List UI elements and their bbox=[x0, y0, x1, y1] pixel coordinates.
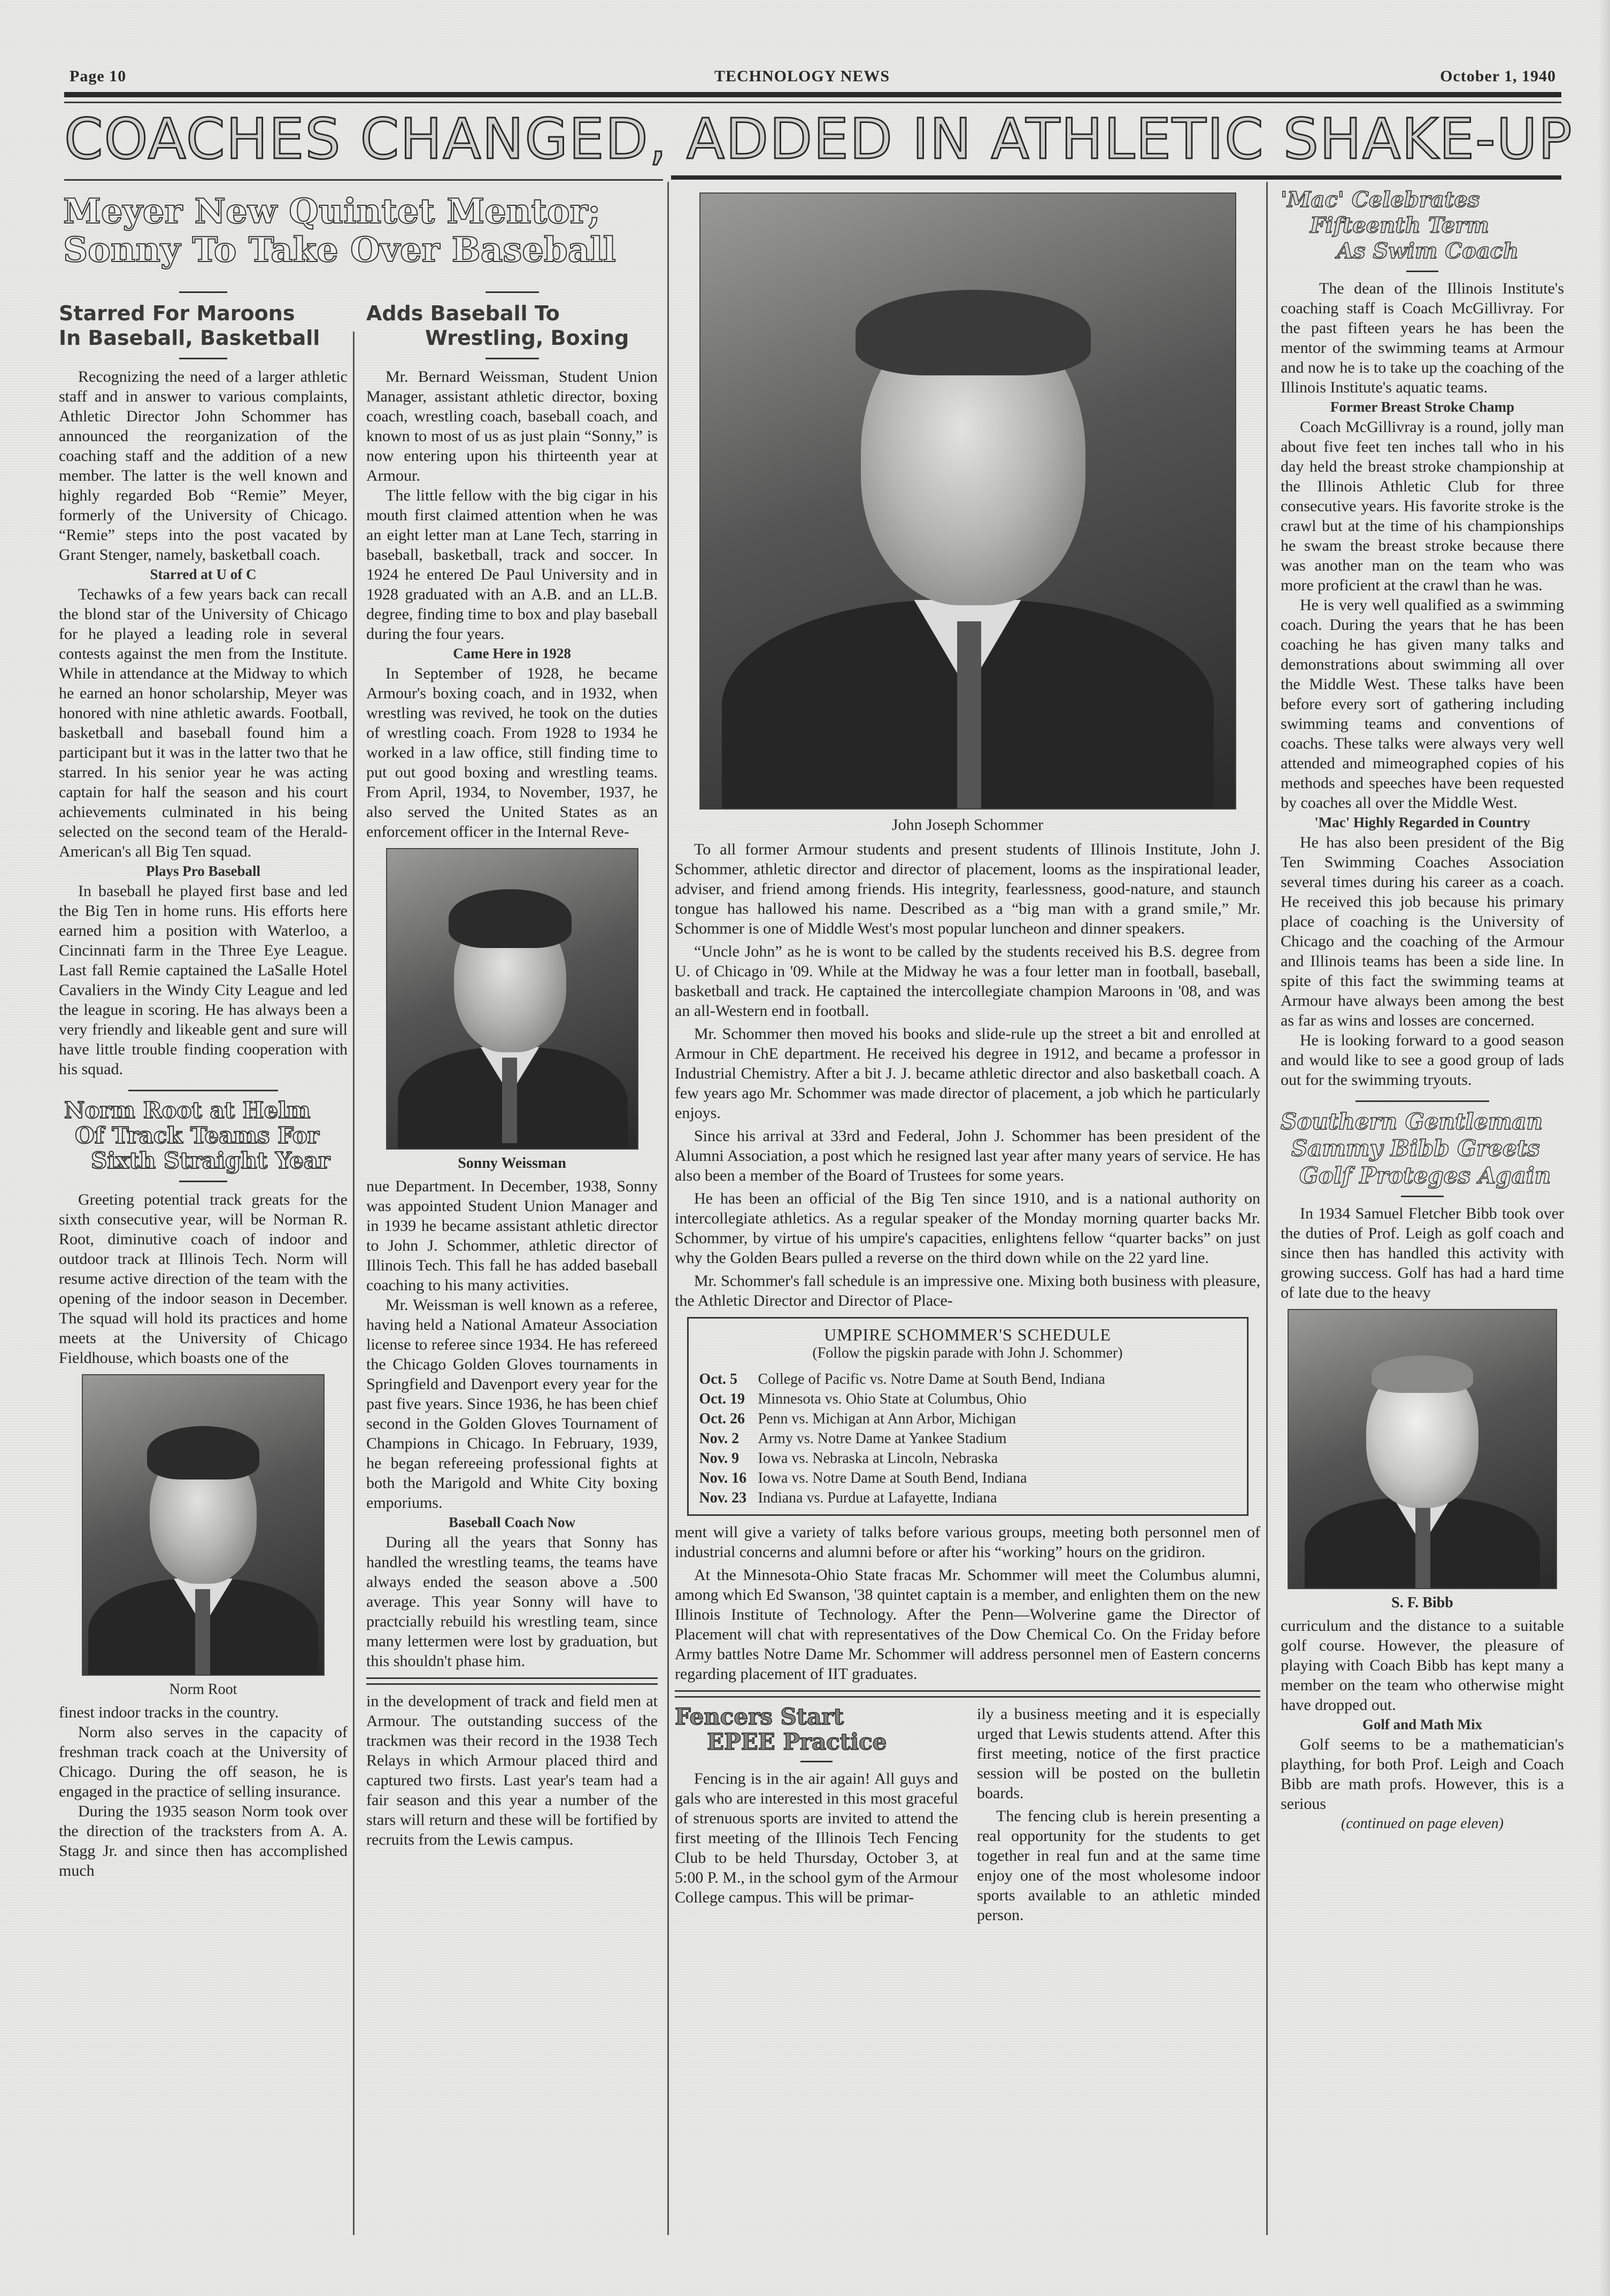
paragraph: Mr. Bernard Weissman, Student Union Manager, assistant athletic director, boxing coach, wrestling coach, baseball coach, and known to most of us as just plain “Sonny,” is now entering upon his thirteenth year at Armour. bbox=[366, 368, 658, 485]
right-column bbox=[1281, 187, 1564, 1833]
norm-root-photo bbox=[82, 1374, 325, 1676]
paragraph: The fencing club is herein presenting a real opportunity for the students to get together in real fun and at the same time enjoy one of the most wholesome indoor sports available to an athletic minded person. bbox=[977, 1807, 1260, 1924]
issue-date: October 1, 1940 bbox=[1440, 67, 1556, 85]
bibb-article-body bbox=[1281, 1204, 1564, 1303]
schedule-date: Nov. 23 bbox=[699, 1490, 747, 1506]
paragraph: in the development of track and field men at Armour. The outstanding success of the trackmen was their record in the 1938 Tech Relays in which Armour placed third and captured two firsts. Last year's team had a fair season and this year a number of the stars will return and these will be fortified by recruits from the Lewis campus. bbox=[366, 1692, 658, 1849]
umpire-schedule-box bbox=[687, 1317, 1249, 1516]
fencing-body-col2 bbox=[977, 1704, 1260, 1925]
paragraph: Recognizing the need of a larger athletic staff and in answer to various complaints, Athletic Director John Schommer has announced the reorganization of the coaching staff and the addition of a new member. The latter is the well known and highly regarded Bob “Remie” Meyer, formerly of the University of Chicago. “Remie” steps into the post vacated by Grant Stenger, namely, basketball coach. bbox=[59, 368, 348, 564]
paragraph: ment will give a variety of talks before various groups, meeting both personnel men of industrial concerns and alumni before or after his “working” hours on the gridiron. bbox=[675, 1523, 1260, 1561]
fencing-col1 bbox=[675, 1704, 958, 1925]
schedule-row bbox=[699, 1468, 1236, 1488]
divider bbox=[179, 1181, 227, 1182]
schommer-article-body bbox=[675, 839, 1260, 1311]
paragraph: Mr. Schommer then moved his books and slide-rule up the street a bit and enrolled at Armour in ChE department. He received his degree in 1912, and became a professor in Industrial Chemistry. After a bit J. J. became athletic director and also basketball coach. A few years ago Mr. Schommer was made director of placement, a job which he particularly enjoys. bbox=[675, 1025, 1260, 1122]
headline-line: Sammy Bibb Greets bbox=[1291, 1135, 1540, 1162]
paragraph: Mr. Weissman is well known as a referee, having held a National Amateur Association license to referee since 1934. He has refereed the Chicago Golden Gloves tournaments in Springfield and Davenport every year for the past five years. Since 1936, he has been chief second in the Golden Gloves Tournament of Champions in Chicago. In February, 1939, he began refereeing professional fights at both the Marigold and White City boxing emporiums. bbox=[366, 1296, 658, 1512]
photo-caption: Norm Root bbox=[169, 1681, 237, 1698]
deck-line: Adds Baseball To bbox=[366, 302, 560, 325]
deck-line: Starred For Maroons bbox=[59, 302, 295, 325]
bibb-continued bbox=[1281, 1616, 1564, 1833]
divider bbox=[1401, 1196, 1444, 1197]
schedule-date: Nov. 16 bbox=[699, 1470, 747, 1486]
subhead: Golf and Math Mix bbox=[1362, 1716, 1483, 1733]
paragraph: In September of 1928, he became Armour's boxing coach, and in 1932, when wrestling was revived, he took on the duties of wrestling coach. From 1928 to 1934 he worked in a law office, still finding time to put out good boxing and wrestling teams. From April, 1934, to November, 1937, he also served the United States as an enforcement officer in the Internal Reve- bbox=[366, 665, 658, 841]
schedule-row bbox=[699, 1488, 1236, 1508]
divider bbox=[179, 358, 227, 359]
column-rule-1 bbox=[353, 332, 355, 2235]
sonny-continued bbox=[366, 1176, 658, 1671]
page-number: Page 10 bbox=[70, 67, 127, 85]
schedule-game: Minnesota vs. Ohio State at Columbus, Ohio bbox=[758, 1391, 1027, 1407]
paragraph: He is looking forward to a good season and would like to see a good group of lads out for the swimming tryouts. bbox=[1281, 1031, 1564, 1089]
photo-caption: Sonny Weissman bbox=[458, 1155, 566, 1172]
schedule-row bbox=[699, 1369, 1236, 1389]
john-schommer-photo bbox=[699, 192, 1236, 810]
headline-line: Of Track Teams For bbox=[75, 1122, 319, 1149]
paragraph: ily a business meeting and it is especially urged that Lewis students attend. After this first meeting, notice of the first practice session will be posted on the bulletin boards. bbox=[977, 1705, 1260, 1802]
headline-line: Southern Gentleman bbox=[1281, 1108, 1543, 1135]
masthead-rule bbox=[64, 92, 1561, 97]
sf-bibb-photo bbox=[1288, 1309, 1557, 1589]
paragraph: Greeting potential track greats for the sixth consecutive year, will be Norman R. Root, diminutive coach of indoor and outdoor track at Illinois Tech. Norm will resume active direction of the team with the opening of the indoor season in December. The squad will hold its practices and home meets at the University of Chicago Fieldhouse, which boasts one of the bbox=[59, 1191, 348, 1367]
banner-headline: COACHES CHANGED, ADDED IN ATHLETIC SHAKE-UP bbox=[64, 106, 1573, 172]
column-2 bbox=[366, 291, 658, 1850]
headline-line: Fencers Start bbox=[675, 1704, 844, 1730]
headline-line: Meyer New Quintet Mentor; bbox=[63, 191, 600, 232]
root-continued bbox=[59, 1702, 348, 1881]
schedule-game: Iowa vs. Nebraska at Lincoln, Nebraska bbox=[758, 1450, 998, 1467]
subhead: Plays Pro Baseball bbox=[145, 863, 260, 880]
paragraph: He has been an official of the Big Ten since 1910, and is a national authority on intercollegiate athletics. As a regular speaker of the Monday morning quarter backs Mr. Schommer, by virtue of his umpire's capacities, enlightens fellow “quarter backs” on just why the Golden Bears pulled a reverse on the third down while on the 22 yard line. bbox=[675, 1190, 1260, 1267]
paragraph: During the 1935 season Norm took over the direction of the tracksters from A. A. Stagg Jr. and since then has accomplished much bbox=[59, 1802, 348, 1880]
paragraph: Norm also serves in the capacity of freshman track coach at the University of Chicago. During the off season, he is engaged in the practice of selling insurance. bbox=[59, 1723, 348, 1801]
schedule-game: Iowa vs. Notre Dame at South Bend, Indiana bbox=[758, 1470, 1027, 1486]
sonny-weissman-photo bbox=[386, 848, 638, 1150]
paragraph: To all former Armour students and present students of Illinois Institute, John J. Schommer, athletic director and director of placement, looms as the inspirational leader, adviser, and friend among friends. His integrity, fearlessness, good-nature, and staunch tongue has hallowed his name. Described as a “big man with a grand smile,” Mr. Schommer is one of Middle West's most popular luncheon and dinner speakers. bbox=[675, 841, 1260, 937]
paragraph: The little fellow with the big cigar in his mouth first claimed attention when he was an eight letter man at Lane Tech, starring in baseball, basketball, track and soccer. In 1924 he entered De Paul University and in 1928 graduated with an A.B. and an LL.B. degree, finding time to box and play baseball during the four years. bbox=[366, 487, 658, 643]
schedule-date: Oct. 26 bbox=[699, 1411, 745, 1427]
schedule-game: College of Pacific vs. Notre Dame at South Bend, Indiana bbox=[758, 1371, 1105, 1388]
root-article-body bbox=[59, 1190, 348, 1368]
divider bbox=[486, 291, 539, 293]
headline-line: EPEE Practice bbox=[707, 1729, 887, 1755]
paragraph: curriculum and the distance to a suitable golf course. However, the pleasure of playing with Coach Bibb has kept many a member on the team who otherwise might have dropped out. bbox=[1281, 1617, 1564, 1714]
divider bbox=[179, 291, 227, 293]
headline-line: As Swim Coach bbox=[1337, 238, 1519, 264]
paragraph: He is very well qualified as a swimming coach. During the years that he has been coaching he has given many talks and demonstrations about swimming all over the Middle West. These talks have been before every sort of gathering including swimming teams and conventions of coachs. These talks were always very well attended and mimeographed copies of his methods and speeches have been requested by coaches all over the Middle West. bbox=[1281, 596, 1564, 812]
paragraph: In baseball he played first base and led the Big Ten in home runs. His efforts here earned him a position with Waterloo, a Cincinnati farm in the Three Eye League. Last fall Remie captained the LaSalle Hotel Cavaliers in the Windy City League and led the league in scoring. He has always been a very friendly and likeable gent and sure will have little trouble finding cooperation with his squad. bbox=[59, 882, 348, 1078]
schedule-date: Oct. 5 bbox=[699, 1371, 738, 1388]
continued-notice: (continued on page eleven) bbox=[1341, 1815, 1504, 1832]
schommer-continued bbox=[675, 1522, 1260, 1684]
schedule-row bbox=[699, 1449, 1236, 1468]
paragraph: Golf seems to be a mathematician's plaything, for both Prof. Leigh and Coach Bibb are math profs. However, this is a serious bbox=[1281, 1736, 1564, 1813]
meyer-story-headline bbox=[63, 192, 657, 269]
headline-line: Norm Root at Helm bbox=[64, 1097, 311, 1124]
fencing-story bbox=[675, 1704, 1260, 1925]
right-section-rule bbox=[671, 175, 1561, 180]
schedule-row bbox=[699, 1409, 1236, 1429]
paragraph: nue Department. In December, 1938, Sonny was appointed Student Union Manager and in 1939 he became assistant athletic director to John J. Schommer, athletic director of Illinois Tech. This fall he has added baseball coaching to his many activities. bbox=[366, 1177, 658, 1295]
schedule-subtitle: (Follow the pigskin parade with John J. Schommer) bbox=[812, 1345, 1123, 1361]
subhead: Baseball Coach Now bbox=[448, 1514, 575, 1531]
paragraph: Coach McGillivray is a round, jolly man about five feet ten inches tall who in his day held the breast stroke championship at the Illinois Athletic Club for three consecutive years. His favorite stroke is the crawl but at the time of his championships he swam the breast stroke because there was another man on the team who was more proficient at the crawl than he was. bbox=[1281, 418, 1564, 594]
paragraph: The dean of the Illinois Institute's coaching staff is Coach McGillivray. For the past fifteen years he has been the mentor of the swimming teams at Armour and now he is to take up the coaching of the Illinois Institute's aquatic teams. bbox=[1281, 280, 1564, 396]
photo-caption: John Joseph Schommer bbox=[891, 816, 1044, 834]
subhead: Former Breast Stroke Champ bbox=[1330, 399, 1515, 415]
headline-line: Golf Proteges Again bbox=[1299, 1162, 1551, 1189]
subhead: 'Mac' Highly Regarded in Country bbox=[1314, 814, 1530, 830]
paragraph: Since his arrival at 33rd and Federal, John J. Schommer has been president of the Alumni Association, a post which he resigned last year after many years of service. He has also been a member of the Board of Trustees for some years. bbox=[675, 1127, 1260, 1184]
deck-line: In Baseball, Basketball bbox=[59, 326, 320, 350]
subhead: Starred at U of C bbox=[150, 566, 257, 583]
meyer-article-body bbox=[59, 367, 348, 1079]
paragraph: “Uncle John” as he is wont to be called by the students received his B.S. degree from U. of Chicago in '09. While at the Midway he was a four letter man in football, baseball, basketball and track. He captained the intercollegiate champion Maroons in '08, and was an all-Western end in football. bbox=[675, 943, 1260, 1020]
headline-line: 'Mac' Celebrates bbox=[1281, 187, 1480, 212]
paragraph: Mr. Schommer's fall schedule is an impressive one. Mixing both business with pleasure, the Athletic Director and Director of Place- bbox=[675, 1272, 1260, 1309]
paragraph: At the Minnesota-Ohio State fracas Mr. Schommer will meet the Columbus alumni, among which Ed Swanson, '38 quintet captain is a member, and enlighten them on the new Illinois Institute of Technology. After the Penn—Wolverine game the Director of Placement will chat with representatives of the Dow Chemical Co. On the Friday before Army battles Notre Dame Mr. Schommer will address personnel men of Eastern concerns regarding placement of IIT graduates. bbox=[675, 1566, 1260, 1683]
paragraph: He has also been president of the Big Ten Swimming Coaches Association several times during his career as a coach. He received this job because his primary place of coaching is the University of Chicago and the coaching of the Armour and Illinois teams has been a side line. In spite of this fact the swimming teams at Armour have always been among the best as far as wins and losses are concerned. bbox=[1281, 834, 1564, 1029]
paragraph: finest indoor tracks in the country. bbox=[59, 1704, 279, 1722]
schedule-date: Nov. 9 bbox=[699, 1450, 739, 1467]
divider bbox=[800, 1761, 833, 1762]
schedule-game: Army vs. Notre Dame at Yankee Stadium bbox=[758, 1430, 1007, 1447]
masthead-rule-thin bbox=[64, 102, 1561, 103]
root-continued-col2 bbox=[366, 1691, 658, 1850]
headline-line: Sonny To Take Over Baseball bbox=[63, 229, 616, 270]
subhead: Came Here in 1928 bbox=[453, 645, 571, 662]
photo-caption: S. F. Bibb bbox=[1391, 1594, 1453, 1612]
paragraph: During all the years that Sonny has handled the wrestling teams, the teams have always ended the season above a .500 average. This year Sonny will have to practcially rebuild his wrestling team, since many lettermen were lost by graduation, but this shouldn't phase him. bbox=[366, 1534, 658, 1670]
column-rule-3 bbox=[1266, 182, 1268, 2235]
paragraph: In 1934 Samuel Fletcher Bibb took over the duties of Prof. Leigh as golf coach and since then has handled this activity with growing success. Golf has had a hard time of late due to the heavy bbox=[1281, 1205, 1564, 1302]
left-section-rule bbox=[64, 179, 663, 181]
divider bbox=[1406, 271, 1438, 272]
paragraph: Fencing is in the air again! All guys and gals who are interested in this most graceful of strenuous sports are invited to attend the first meeting of the Illinois Tech Fencing Club to be held Thursday, October 3, at 5:00 P. M., in the school gym of the Armour College campus. This will be primar- bbox=[675, 1770, 958, 1907]
column-rule-2 bbox=[667, 182, 669, 2235]
headline-line: Sixth Straight Year bbox=[91, 1147, 330, 1174]
divider bbox=[486, 358, 539, 359]
schedule-game: Penn vs. Michigan at Ann Arbor, Michigan bbox=[758, 1411, 1016, 1427]
page-edge bbox=[1598, 0, 1610, 2296]
schedule-game: Indiana vs. Purdue at Lafayette, Indiana bbox=[758, 1490, 997, 1506]
schedule-date: Nov. 2 bbox=[699, 1430, 739, 1447]
fencing-body-col1 bbox=[675, 1769, 958, 1907]
paragraph: Techawks of a few years back can recall the blond star of the University of Chicago for he played a leading role in several contests against the men from the Institute. While in attendance at the Midway to which he earned an honor scholarship, Meyer was honored with nine athletic awards. Football, basketball and baseball found him a participant but it was in the latter two that he starred. In his senior year he was acting captain for half the season and his court achievements culminated in his being selected on the second team of the Herald-American's all Big Ten squad. bbox=[59, 585, 348, 861]
schedule-row bbox=[699, 1429, 1236, 1449]
paper-name: TECHNOLOGY NEWS bbox=[714, 67, 890, 85]
center-column bbox=[675, 192, 1260, 1925]
schedule-rows bbox=[699, 1369, 1236, 1508]
schedule-title: UMPIRE SCHOMMER'S SCHEDULE bbox=[824, 1325, 1111, 1344]
schedule-row bbox=[699, 1389, 1236, 1409]
deck-line: Wrestling, Boxing bbox=[425, 326, 629, 350]
headline-line: Fifteenth Term bbox=[1310, 213, 1489, 238]
schedule-date: Oct. 19 bbox=[699, 1391, 745, 1407]
mac-article-body bbox=[1281, 279, 1564, 1090]
column-1 bbox=[59, 291, 348, 1881]
sonny-article-body bbox=[366, 367, 658, 842]
